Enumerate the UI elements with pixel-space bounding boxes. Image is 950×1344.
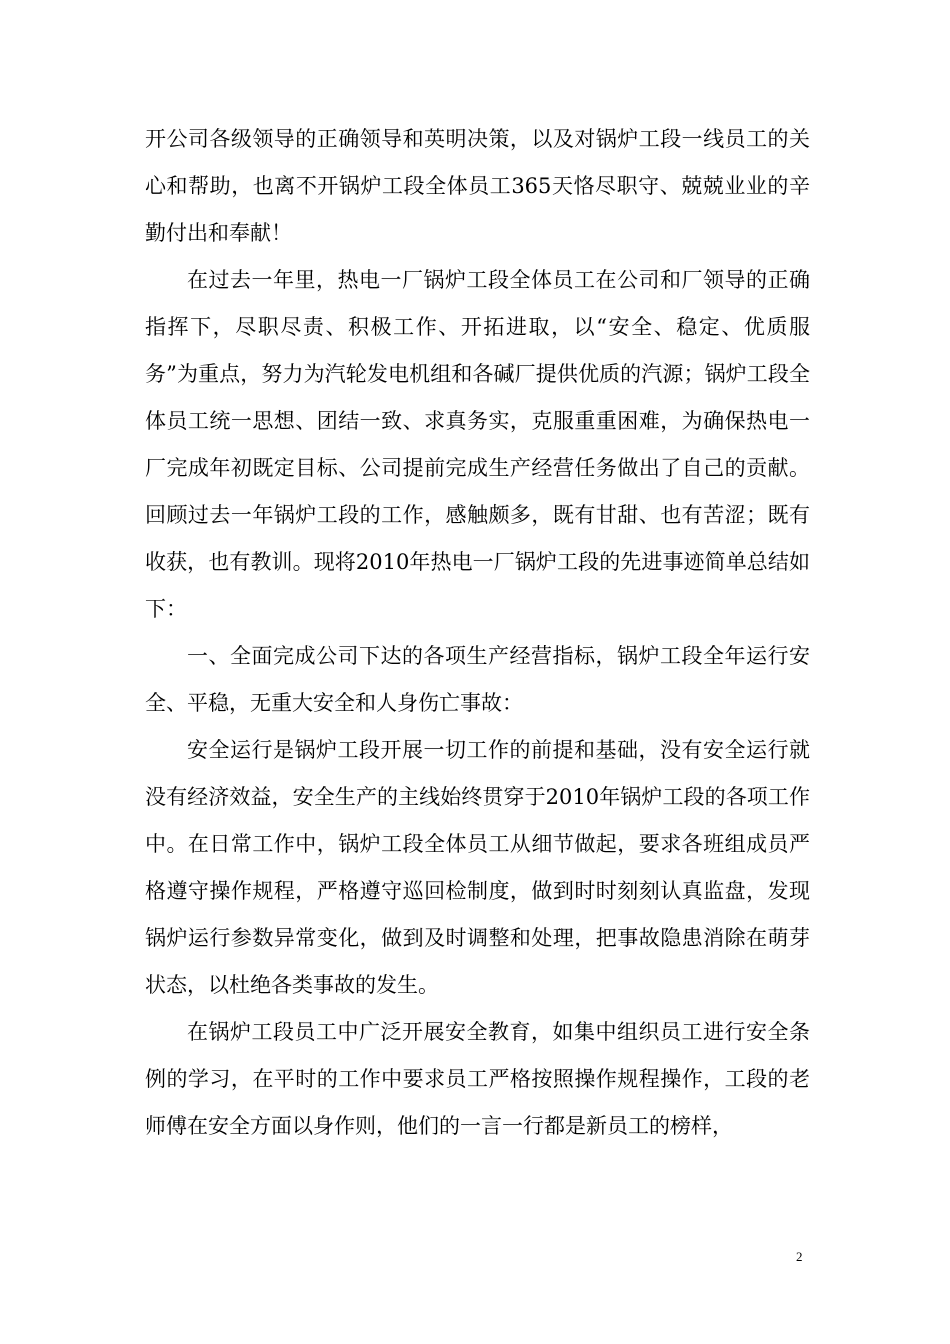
document-body — [145, 116, 810, 1150]
paragraph: 在过去一年里，热电一厂锅炉工段全体员工在公司和厂领导的正确指挥下，尽职尽责、积极工作、开拓进取，以“安全、稳定、优质服务”为重点，努力为汽轮发电机组和各碱厂提供优质的汽源；锅炉工段全体员工统一思想、团结一致、求真务实，克服重重困难，为确保热电一厂完成年初既定目标、公司提前完成生产经营任务做出了自己的贡献。回顾过去一年锅炉工段的工作，感触颇多，既有甘甜、也有苦涩；既有收获，也有教训。现将2010年热电一厂锅炉工段的先进事迹简单总结如下： — [145, 268, 810, 621]
paragraph: 安全运行是锅炉工段开展一切工作的前提和基础，没有安全运行就没有经济效益，安全生产的主线始终贯穿于2010年锅炉工段的各项工作中。在日常工作中，锅炉工段全体员工从细节做起，要求各班组成员严格遵守操作规程，严格遵守巡回检制度，做到时时刻刻认真监盘，发现锅炉运行参数异常变化，做到及时调整和处理，把事故隐患消除在萌芽状态，以杜绝各类事故的发生。 — [145, 738, 810, 997]
section-heading-paragraph: 一、全面完成公司下达的各项生产经营指标，锅炉工段全年运行安全、平稳，无重大安全和人身伤亡事故： — [145, 644, 810, 715]
paragraph: 在锅炉工段员工中广泛开展安全教育，如集中组织员工进行安全条例的学习，在平时的工作中要求员工严格按照操作规程操作，工段的老师傅在安全方面以身作则，他们的一言一行都是新员工的榜样， — [145, 1020, 810, 1138]
paragraph: 开公司各级领导的正确领导和英明决策，以及对锅炉工段一线员工的关心和帮助，也离不开锅炉工段全体员工365天恪尽职守、兢兢业业的辛勤付出和奉献！ — [145, 127, 810, 245]
page-number: 2 — [796, 1249, 803, 1264]
